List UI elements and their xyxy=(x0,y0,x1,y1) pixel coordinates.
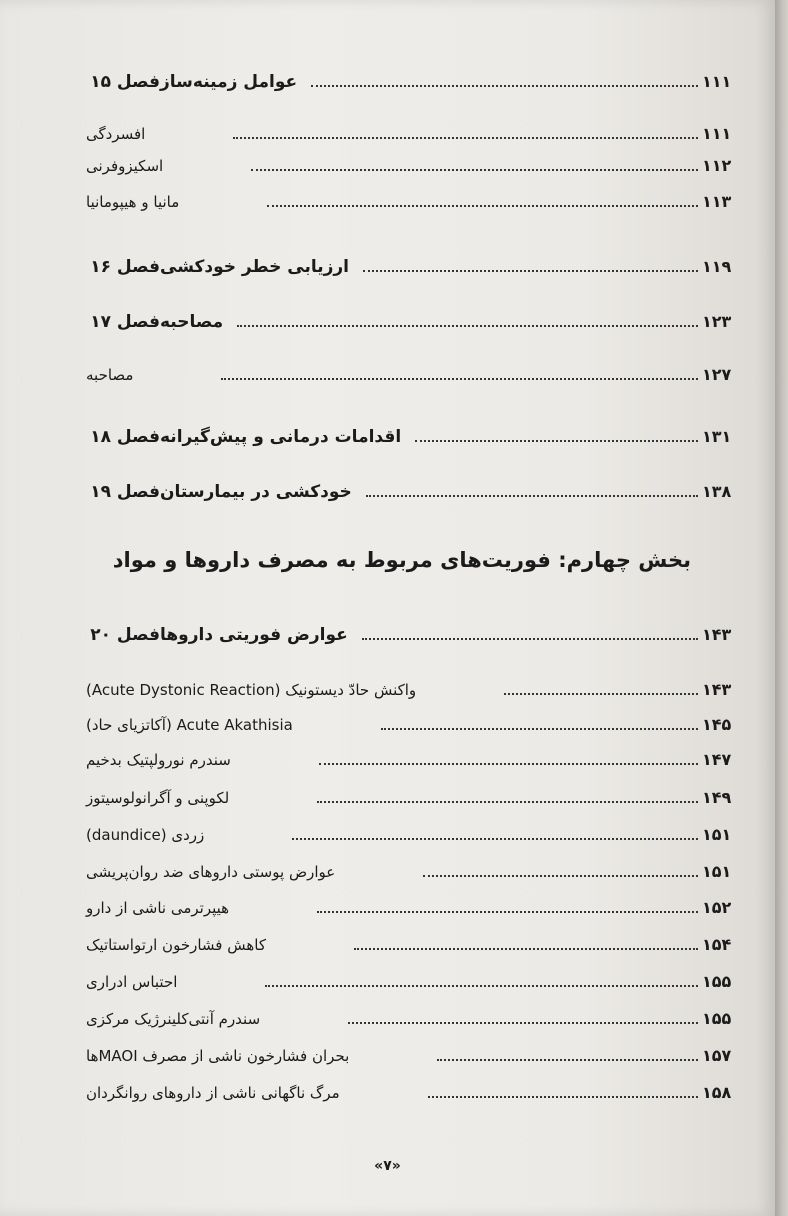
dot-leader xyxy=(292,837,698,840)
page-ref: ۱۵۵ xyxy=(702,972,732,991)
chapter-label: فصل ۱۵ xyxy=(90,72,160,92)
chapter-title: عوامل زمینه‌ساز xyxy=(160,72,298,92)
chapter-title: اقدامات درمانی و پیش‌گیرانه xyxy=(160,427,402,447)
page-ref: ۱۱۹ xyxy=(702,257,732,276)
toc-chapter-row xyxy=(86,482,736,502)
toc-subitem-row xyxy=(86,898,736,918)
adjacent-page-edge xyxy=(775,0,788,1216)
part-heading: بخش چهارم: فوریت‌های مربوط به مصرف داروها و مواد xyxy=(112,548,691,572)
toc-chapter-row xyxy=(86,427,736,447)
page-ref: ۱۲۷ xyxy=(702,365,732,384)
page-ref: ۱۵۲ xyxy=(702,898,732,917)
dot-leader xyxy=(363,269,698,272)
toc-subitem-row xyxy=(86,715,736,735)
dot-leader xyxy=(415,439,698,442)
page-ref: ۱۱۱ xyxy=(702,72,732,91)
toc-chapter-row xyxy=(86,312,736,332)
subitem-title: مرگ ناگهانی ناشی از داروهای روانگردان xyxy=(86,1084,340,1102)
toc-subitem-row xyxy=(86,156,736,176)
toc-chapter-row xyxy=(86,625,736,645)
chapter-label: فصل ۱۹ xyxy=(90,482,160,502)
subitem-title: عوارض پوستی داروهای ضد روان‌پریشی xyxy=(86,863,336,881)
chapter-label: فصل ۲۰ xyxy=(90,625,160,645)
chapter-title: مصاحبه xyxy=(160,312,224,332)
subitem-title: احتباس ادراری xyxy=(86,973,178,991)
page-ref: ۱۳۱ xyxy=(702,427,732,446)
subitem-title: سندرم نورولپتیک بدخیم xyxy=(86,751,231,769)
toc-subitem-row xyxy=(86,365,736,385)
toc-subitem-row xyxy=(86,680,736,700)
toc-chapter-row xyxy=(86,257,736,277)
dot-leader xyxy=(362,637,698,640)
dot-leader xyxy=(237,324,698,327)
dot-leader xyxy=(233,136,698,139)
subitem-title: سندرم آنتی‌کلینرژیک مرکزی xyxy=(86,1010,261,1028)
dot-leader xyxy=(221,377,698,380)
dot-leader xyxy=(354,947,698,950)
chapter-label: فصل ۱۷ xyxy=(90,312,160,332)
toc-subitem-row xyxy=(86,192,736,212)
page-ref: ۱۱۱ xyxy=(702,124,732,143)
toc-subitem-row xyxy=(86,788,736,808)
dot-leader xyxy=(267,204,698,207)
page-ref: ۱۴۵ xyxy=(702,715,732,734)
subitem-title: مصاحبه xyxy=(86,366,134,384)
page-ref: ۱۴۳ xyxy=(702,625,732,644)
subitem-title: کاهش فشارخون ارتواستاتیک xyxy=(86,936,266,954)
page-ref: ۱۲۳ xyxy=(702,312,732,331)
dot-leader xyxy=(348,1021,698,1024)
page-number: «۷» xyxy=(374,1158,401,1174)
page-ref: ۱۵۱ xyxy=(702,825,732,844)
toc-chapter-row xyxy=(86,72,736,92)
page-ref: ۱۵۷ xyxy=(702,1046,732,1065)
subitem-title: زردی (daundice) xyxy=(86,826,205,844)
dot-leader xyxy=(317,910,698,913)
toc-subitem-row xyxy=(86,1009,736,1029)
subitem-title: واکنش حادّ دیستونیک (Acute Dystonic Reaction) xyxy=(86,681,417,699)
subitem-title: لکوپنی و آگرانولوسیتوز xyxy=(86,789,230,807)
dot-leader xyxy=(381,727,698,730)
subitem-title: Acute Akathisia (آکاتزیای حاد) xyxy=(86,716,293,734)
page-ref: ۱۵۱ xyxy=(702,862,732,881)
chapter-title: خودکشی در بیمارستان xyxy=(160,482,352,502)
page-ref: ۱۱۲ xyxy=(702,156,732,175)
toc-subitem-row xyxy=(86,825,736,845)
dot-leader xyxy=(366,494,698,497)
toc-subitem-row xyxy=(86,972,736,992)
dot-leader xyxy=(251,168,698,171)
dot-leader xyxy=(423,874,698,877)
page-ref: ۱۴۹ xyxy=(702,788,732,807)
page-ref: ۱۱۳ xyxy=(702,192,732,211)
dot-leader xyxy=(504,692,698,695)
page-ref: ۱۴۳ xyxy=(702,680,732,699)
subitem-title: بحران فشارخون ناشی از مصرف MAOIها xyxy=(86,1047,350,1065)
chapter-title: ارزیابی خطر خودکشی xyxy=(160,257,349,277)
subitem-title: اسکیزوفرنی xyxy=(86,157,164,175)
page-ref: ۱۵۸ xyxy=(702,1083,732,1102)
subitem-title: مانیا و هیپومانیا xyxy=(86,193,180,211)
page-ref: ۱۴۷ xyxy=(702,750,732,769)
toc-subitem-row xyxy=(86,1046,736,1066)
chapter-title: عوارض فوریتی داروها xyxy=(160,625,348,645)
toc-subitem-row xyxy=(86,862,736,882)
dot-leader xyxy=(428,1095,698,1098)
chapter-label: فصل ۱۶ xyxy=(90,257,160,277)
page-ref: ۱۵۵ xyxy=(702,1009,732,1028)
toc-subitem-row xyxy=(86,1083,736,1103)
subitem-title: افسردگی xyxy=(86,125,146,143)
subitem-title: هیپرترمی ناشی از دارو xyxy=(86,899,230,917)
page-ref: ۱۵۴ xyxy=(702,935,732,954)
dot-leader xyxy=(437,1058,698,1061)
toc-subitem-row xyxy=(86,750,736,770)
toc-subitem-row xyxy=(86,935,736,955)
dot-leader xyxy=(317,800,698,803)
dot-leader xyxy=(265,984,698,987)
dot-leader xyxy=(311,84,698,87)
dot-leader xyxy=(319,762,698,765)
page-ref: ۱۳۸ xyxy=(702,482,732,501)
toc-subitem-row xyxy=(86,124,736,144)
chapter-label: فصل ۱۸ xyxy=(90,427,160,447)
